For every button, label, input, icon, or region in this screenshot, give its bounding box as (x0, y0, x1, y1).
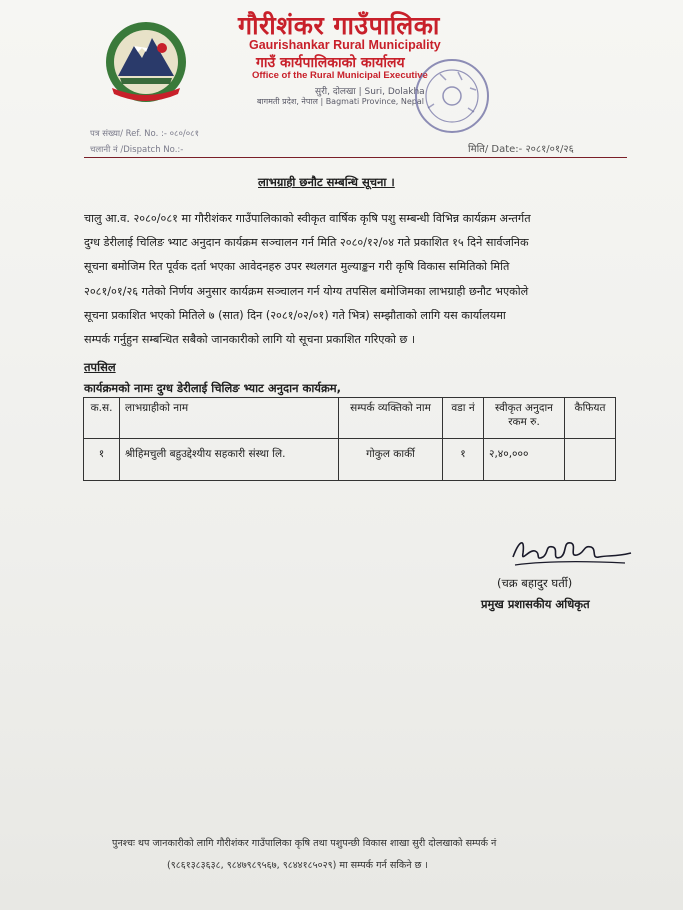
letter-date: मिति/ Date:- २०८१/०१/२६ (468, 144, 574, 155)
notice-subject: लाभग्राही छनौट सम्बन्धि सूचना । (258, 175, 395, 189)
body-line: चालु आ.व. २०८०/०८१ मा गौरीशंकर गाउँपालिकाको स्वीकृत वार्षिक कृषि पशु सम्बन्धी विभिन्न कार्यक्रम अन्तर्गत (84, 212, 531, 225)
header-remarks: कैफियत (565, 398, 616, 439)
signatory-title: प्रमुख प्रशासकीय अधिकृत (481, 597, 590, 611)
footer-line: (९८६१३८३६३८, ९८४७९८९५६७, ९८४४१८५०२९) मा सम्पर्क गर्न सकिने छ । (167, 860, 428, 871)
header-amount: स्वीकृत अनुदान रकम रु. (484, 398, 565, 439)
footer-note (112, 833, 582, 877)
body-line: सम्पर्क गर्नुहुन सम्बन्धित सबैको जानकारीको लागि यो सूचना प्रकाशित गरिएको छ । (84, 333, 416, 347)
reference-number: पत्र संख्या/ Ref. No. :- ०८०/०८१ (90, 129, 199, 139)
cell-sn: १ (84, 439, 120, 481)
details-heading: तपसिल (84, 360, 116, 374)
address-line: सुरी, दोलखा | Suri, Dolakha (315, 87, 425, 97)
dispatch-number: चलानी नं /Dispatch No.:- (90, 145, 184, 155)
office-title-en: Office of the Rural Municipal Executive (252, 70, 428, 81)
cell-remarks (565, 439, 616, 481)
body-line: दुग्ध डेरीलाई चिलिङ भ्याट अनुदान कार्यक्रम सञ्चालन गर्न मिति २०८०/१२/०४ गते प्रकाशित १५ दिने सार्वजनिक (84, 236, 529, 250)
office-title-np: गाउँ कार्यपालिकाको कार्यालय (256, 55, 405, 71)
municipality-title-np: गौरीशंकर गाउँपालिका (238, 11, 440, 40)
signatory-name: (चक्र बहादुर घर्ती) (497, 576, 573, 590)
cell-beneficiary-name: श्रीहिमचुली बहुउद्देश्यीय सहकारी संस्था लि. (120, 439, 339, 481)
cell-contact-person: गोकुल कार्की (339, 439, 443, 481)
notice-body (84, 207, 632, 352)
body-line: सूचना प्रकाशित भएको मितिले ७ (सात) दिन (२०८१/०२/०१) गते भित्र) सम्झौताको लागि यस कार्यालयमा (84, 308, 506, 322)
signature-icon (505, 527, 635, 575)
cell-amount: २,४०,००० (484, 439, 565, 481)
header-contact-person: सम्पर्क व्यक्तिको नाम (339, 398, 443, 439)
header-beneficiary-name: लाभग्राहीको नाम (120, 398, 339, 439)
body-line: २०८१/०१/२६ गतेको निर्णय अनुसार कार्यक्रम सञ्चालन गर्न योग्य तपसिल बमोजिमका लाभग्राही छनौट भएकोले (84, 284, 529, 298)
program-name: कार्यक्रमको नामः दुग्ध डेरीलाई चिलिङ भ्याट अनुदान कार्यक्रम, (84, 381, 342, 395)
table-header-row (84, 398, 616, 439)
table-row (84, 439, 616, 481)
province-line: बागमती प्रदेश, नेपाल | Bagmati Province, Nepal (257, 97, 424, 106)
municipality-emblem-icon (100, 18, 192, 106)
municipality-title-en: Gaurishankar Rural Municipality (249, 38, 441, 52)
body-line: सूचना बमोजिम रित पूर्वक दर्ता भएका आवेदनहरु उपर स्थलगत मुल्याङ्कन गरी कृषि विकास समितिको मिति (84, 260, 510, 274)
header-ward: वडा नं (443, 398, 484, 439)
header-sn: क.स. (84, 398, 120, 439)
cell-ward: १ (443, 439, 484, 481)
footer-line: पुनश्चः थप जानकारीको लागि गौरीशंकर गाउँपालिका कृषि तथा पशुपन्छी विकास शाखा सुरी दोलखाको सम्पर्क नं (112, 838, 497, 849)
header-divider (84, 157, 627, 158)
office-stamp-icon (410, 54, 494, 138)
beneficiary-table (83, 397, 616, 481)
